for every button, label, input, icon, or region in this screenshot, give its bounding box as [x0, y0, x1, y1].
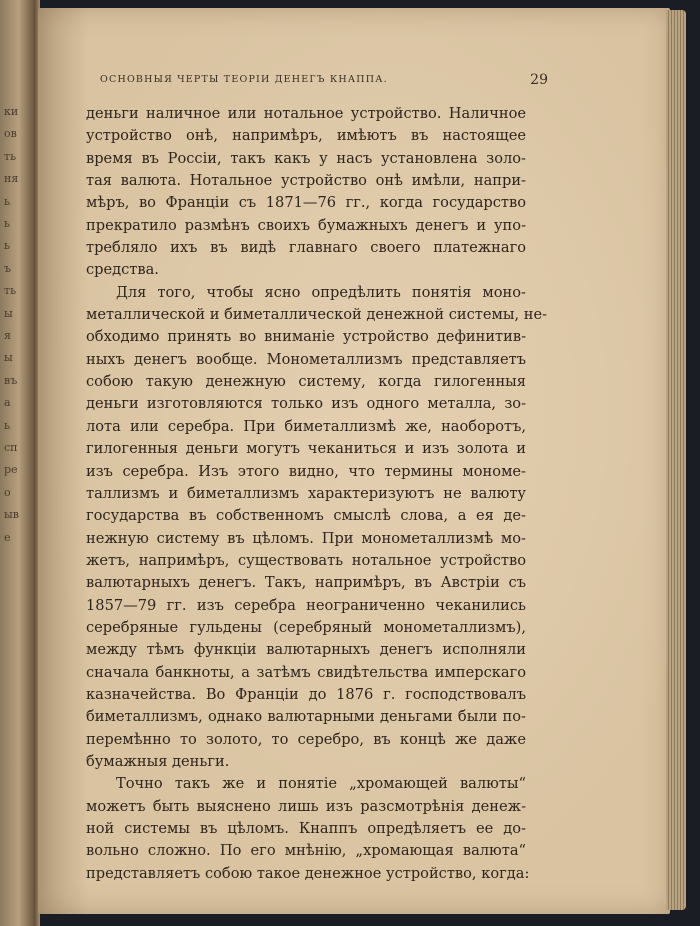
facing-page-fragment: ыв: [4, 508, 19, 522]
text-line: биметаллизмъ, однако валютарными деньгами были по-: [86, 708, 526, 726]
text-line: казначейства. Во Франціи до 1876 г. господствовалъ: [86, 685, 526, 703]
facing-page-fragment: ы: [4, 351, 13, 365]
text-line: между тѣмъ функціи валютарныхъ денегъ исполняли: [86, 641, 526, 659]
text-line: сначала банкноты, а затѣмъ свидѣтельства имперскаго: [86, 663, 526, 681]
facing-page-fragment: ь: [4, 194, 10, 208]
text-line: обходимо принять во вниманіе устройство дефинитив-: [86, 328, 526, 346]
text-line: жетъ, напримѣръ, существовать нотальное устройство: [86, 551, 526, 569]
text-line: государства въ собственномъ смыслѣ слова, а ея де-: [86, 507, 526, 525]
text-line: прекратило размѣнъ своихъ бумажныхъ денегъ и упо-: [86, 216, 526, 234]
facing-page-fragment: сп: [4, 441, 18, 454]
text-line: гилогенныя деньги могутъ чеканиться и изъ золота и: [86, 440, 526, 458]
text-line: изъ серебра. Изъ этого видно, что термины мономе-: [86, 462, 526, 480]
text-line: ныхъ денегъ вообще. Монометаллизмъ представляетъ: [86, 350, 526, 368]
text-line: средства.: [86, 261, 159, 279]
facing-page-fragment: ъ: [4, 261, 11, 275]
text-line: время въ Россіи, такъ какъ у насъ установлена золо-: [86, 149, 526, 167]
text-line: перемѣнно то золото, то серебро, въ концѣ же даже: [86, 730, 526, 748]
facing-page-fragment: а: [4, 396, 11, 410]
text-line: бумажныя деньги.: [86, 752, 230, 770]
facing-page-fragment: ь: [4, 418, 10, 432]
text-line: мѣръ, во Франціи съ 1871—76 гг., когда государство: [86, 194, 526, 212]
text-line: собою такую денежную систему, когда гилогенныя: [86, 373, 526, 391]
facing-page-fragment: въ: [4, 373, 18, 387]
text-line: нежную систему въ цѣломъ. При монометаллизмѣ мо-: [86, 529, 526, 547]
text-line: вольно сложно. По его мнѣнію, „хромающая валюта“: [86, 842, 526, 860]
text-line: деньги наличное или нотальное устройство. Наличное: [86, 105, 526, 122]
facing-page-fragment: ь: [4, 217, 10, 230]
body-text: [86, 103, 548, 885]
facing-page-fragment: ь: [4, 239, 10, 253]
running-head: ОСНОВНЫЯ ЧЕРТЫ ТЕОРІИ ДЕНЕГЪ КНАППА.: [100, 74, 388, 85]
text-line: тая валюта. Нотальное устройство онѣ имѣли, напри-: [86, 172, 526, 190]
text-line: ной системы въ цѣломъ. Кнаппъ опредѣляетъ ее до-: [86, 820, 526, 837]
facing-page-edge: [0, 0, 34, 926]
text-line: валютарныхъ денегъ. Такъ, напримѣръ, въ Австріи съ: [86, 574, 526, 592]
text-line: деньги изготовляются только изъ одного металла, зо-: [86, 395, 526, 413]
facing-page-fragment: ре: [4, 463, 18, 477]
text-line: металлической и биметаллической денежной системы, не-: [86, 306, 548, 324]
text-line: требляло ихъ въ видѣ главнаго своего платежнаго: [86, 239, 526, 257]
text-line: 1857—79 гг. изъ серебра неограниченно чеканились: [86, 596, 526, 614]
page-stack-edge: [666, 10, 686, 910]
facing-page-fragment: ов: [4, 127, 17, 141]
facing-page-fragment: ня: [4, 172, 19, 186]
text-line: Точно такъ же и понятіе „хромающей валюты“: [116, 775, 526, 793]
text-line: устройство онѣ, напримѣръ, имѣютъ въ настоящее: [86, 127, 526, 145]
facing-page-fragment: ть: [4, 149, 17, 163]
facing-page-fragment: е: [4, 530, 11, 544]
text-line: Для того, чтобы ясно опредѣлить понятія моно-: [116, 283, 526, 301]
text-line: таллизмъ и биметаллизмъ характеризуютъ не валюту: [86, 484, 526, 502]
facing-page-fragment: о: [4, 485, 11, 499]
page-number: 29: [530, 72, 548, 88]
text-line: представляетъ собою такое денежное устройство, когда:: [86, 864, 530, 882]
text-line: лота или серебра. При биметаллизмѣ же, наоборотъ,: [86, 417, 526, 435]
text-line: можетъ быть выяснено лишь изъ разсмотрѣнія денеж-: [86, 797, 526, 815]
facing-page-fragment: ки: [4, 105, 19, 118]
facing-page-fragment: я: [4, 329, 11, 342]
text-line: серебряные гульдены (серебряный монометаллизмъ),: [86, 618, 526, 636]
facing-page-fragment: ть: [4, 284, 17, 298]
facing-page-fragment: ы: [4, 306, 13, 320]
